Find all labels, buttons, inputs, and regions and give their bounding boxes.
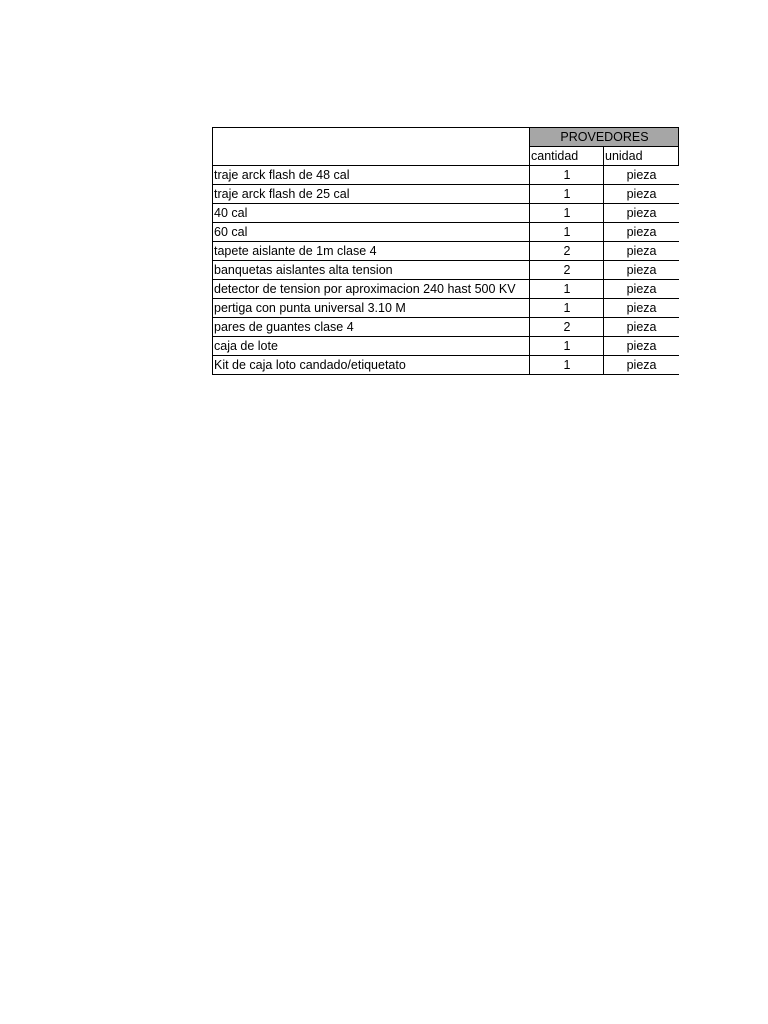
item-description: traje arck flash de 48 cal: [213, 166, 530, 185]
item-quantity: 1: [530, 356, 604, 375]
table-row: [213, 280, 679, 299]
item-unit: pieza: [604, 299, 679, 318]
group-header-row: [213, 128, 679, 147]
column-header-row: [213, 147, 679, 166]
item-unit: pieza: [604, 166, 679, 185]
table-row: [213, 318, 679, 337]
item-quantity: 1: [530, 299, 604, 318]
item-description: detector de tension por aproximacion 240 hast 500 KV: [213, 280, 530, 299]
table-row: [213, 242, 679, 261]
item-quantity: 1: [530, 337, 604, 356]
item-description: caja de lote: [213, 337, 530, 356]
item-unit: pieza: [604, 204, 679, 223]
item-unit: pieza: [604, 318, 679, 337]
table-row: [213, 185, 679, 204]
item-quantity: 1: [530, 280, 604, 299]
item-unit: pieza: [604, 185, 679, 204]
item-description: pertiga con punta universal 3.10 M: [213, 299, 530, 318]
item-quantity: 2: [530, 242, 604, 261]
table-row: [213, 223, 679, 242]
table-row: [213, 204, 679, 223]
table-row: [213, 337, 679, 356]
item-description: 40 cal: [213, 204, 530, 223]
item-quantity: 1: [530, 223, 604, 242]
item-unit: pieza: [604, 223, 679, 242]
item-unit: pieza: [604, 337, 679, 356]
item-description: 60 cal: [213, 223, 530, 242]
item-quantity: 1: [530, 204, 604, 223]
item-unit: pieza: [604, 280, 679, 299]
table-body: [213, 128, 679, 375]
item-unit: pieza: [604, 261, 679, 280]
item-description: traje arck flash de 25 cal: [213, 185, 530, 204]
unit-column-header: unidad: [604, 147, 679, 166]
proveedores-header: PROVEDORES: [530, 128, 679, 147]
item-unit: pieza: [604, 356, 679, 375]
item-quantity: 2: [530, 318, 604, 337]
description-column-header: [213, 147, 530, 166]
item-description: pares de guantes clase 4: [213, 318, 530, 337]
item-description: Kit de caja loto candado/etiquetato: [213, 356, 530, 375]
supplies-table: [212, 127, 679, 375]
item-quantity: 1: [530, 185, 604, 204]
item-unit: pieza: [604, 242, 679, 261]
table-row: [213, 261, 679, 280]
blank-header-cell: [213, 128, 530, 147]
item-description: banquetas aislantes alta tension: [213, 261, 530, 280]
item-quantity: 2: [530, 261, 604, 280]
quantity-column-header: cantidad: [530, 147, 604, 166]
table-row: [213, 166, 679, 185]
item-quantity: 1: [530, 166, 604, 185]
table-row: [213, 356, 679, 375]
table-row: [213, 299, 679, 318]
item-description: tapete aislante de 1m clase 4: [213, 242, 530, 261]
